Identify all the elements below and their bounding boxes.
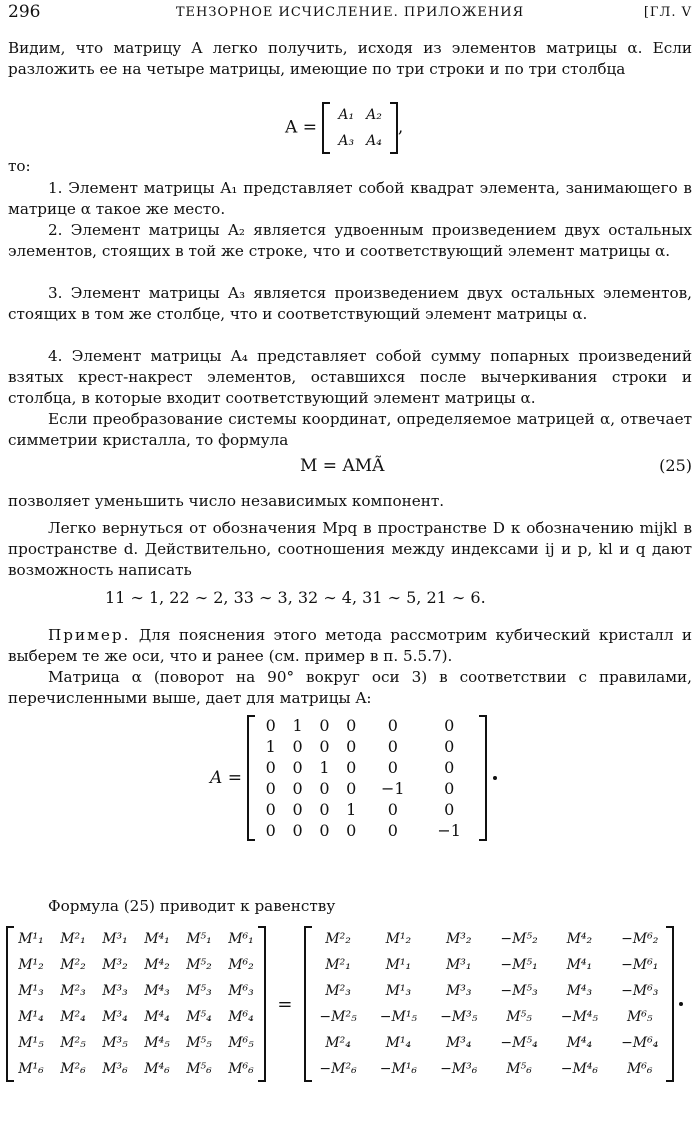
right-matrix-cell: M⁶₆ [626, 1061, 653, 1077]
matrix-A-cell: 0 [292, 779, 303, 798]
chapter-label: [ГЛ. V [643, 5, 692, 20]
left-matrix-cell: M²₄ [60, 1009, 86, 1025]
right-matrix-cell: M²₁ [325, 957, 351, 973]
matrix-A-cell: 0 [292, 737, 303, 756]
left-matrix-cell: M³₂ [102, 957, 128, 973]
to-word: то: [8, 157, 31, 175]
right-matrix-cell: M³₄ [445, 1035, 472, 1051]
right-matrix-cell: M¹₄ [385, 1035, 412, 1051]
right-matrix-cell: −M³₅ [440, 1009, 478, 1025]
matrix-A-cell: 0 [387, 737, 398, 756]
left-matrix-cell: M⁴₂ [144, 957, 170, 973]
paragraph-transform: Если преобразование системы координат, определяемое матрицей α, отвечает симметрии кристалла, то формула [8, 410, 692, 449]
left-matrix-cell: M⁵₂ [186, 957, 212, 973]
right-matrix-cell: M⁴₁ [566, 957, 593, 973]
right-matrix-cell: M⁴₂ [566, 931, 593, 947]
left-matrix-cell: M⁶₆ [228, 1061, 254, 1077]
right-matrix-cell: −M¹₅ [379, 1009, 418, 1025]
matrix-A-cell: 1 [319, 758, 330, 777]
matrix-A-cell: 0 [387, 758, 398, 777]
left-matrix-cell: M³₁ [102, 931, 128, 947]
right-matrix-cell: −M⁵₂ [500, 931, 538, 947]
block-cell: A₁ [338, 107, 355, 123]
left-matrix-cell: M²₂ [60, 957, 86, 973]
matrix-A-cell: 0 [444, 779, 455, 798]
paragraph-intro: Видим, что матрицу A легко получить, исходя из элементов матрицы α. Если разложить ее на четыре матрицы, имеющие по три строки и по три столбца [8, 39, 692, 78]
left-matrix-cell: M⁴₅ [144, 1035, 170, 1051]
left-matrix-cell: M⁴₆ [144, 1061, 170, 1077]
right-matrix-cell: M²₄ [325, 1035, 351, 1051]
page-header [8, 2, 692, 26]
paragraph-notation: Легко вернуться от обозначения Mpq в пространстве D к обозначению mijkl в пространстве d. Действительно, соотношения между индексами ij и p, kl и q дают возможность написать [8, 519, 692, 579]
matrix-A-cell: 0 [346, 779, 357, 798]
matrix-A-cell: 0 [346, 737, 357, 756]
right-matrix-cell: −M²₆ [319, 1061, 357, 1077]
matrix-A-cell: 0 [387, 716, 398, 735]
matrix-A-cell: 0 [387, 821, 398, 840]
left-matrix-cell: M⁵₅ [186, 1035, 212, 1051]
right-matrix-cell: M²₂ [325, 931, 351, 947]
left-matrix-cell: M¹₃ [18, 983, 44, 999]
example-label: Пример. [48, 626, 131, 644]
matrix-A-cell: 0 [319, 779, 330, 798]
left-matrix-cell: M³₃ [102, 983, 128, 999]
right-matrix-cell: −M⁶₁ [621, 957, 659, 973]
equation-number: (25) [659, 456, 692, 475]
right-matrix-cell: −M⁶₄ [621, 1035, 659, 1051]
right-matrix-cell: −M¹₆ [379, 1061, 418, 1077]
matrix-A-cell: 0 [265, 758, 276, 777]
running-title: ТЕНЗОРНОЕ ИСЧИСЛЕНИЕ. ПРИЛОЖЕНИЯ [175, 5, 525, 20]
matrix-A-equation: A = 0 1 0 0 0 0 1 0 0 0 0 0 0 0 1 0 0 0 0 0 0 0 −1 0 0 0 0 1 0 0 0 0 0 0 0 −1 [210, 715, 497, 841]
right-matrix-cell: M⁶₅ [626, 1009, 653, 1025]
paragraph-matrix-alpha: Матрица α (поворот на 90° вокруг оси 3) в соответствии с правилами, перечисленными выше, дает для матрицы A: [8, 668, 692, 707]
matrix-A [247, 715, 487, 841]
matrix-A-cell: 0 [292, 800, 303, 819]
right-matrix-cell: M⁴₃ [566, 983, 593, 999]
right-matrix [304, 926, 674, 1082]
matrix-A-cell: 0 [346, 716, 357, 735]
right-matrix-cell: −M⁵₁ [500, 957, 538, 973]
matrix-A-cell: 0 [319, 716, 330, 735]
matrix-equality: M¹₁ M²₁ M³₁ M⁴₁ M⁵₁ M⁶₁ M¹₂ M²₂ M³₂ M⁴₂ M⁵₂ M⁶₂ M¹₃ M²₃ M³₃ M⁴₃ M⁵₃ M⁶₃ M¹₄ M²₄ M³₄ M⁴₄ M⁵₄ M⁶₄ M¹₅ M²₅ M³₅ M⁴₅ M⁵₅ M⁶₅ M¹₆ M²₆ M³₆ M⁴₆ M⁵₆ M⁶₆ = M²₂ M¹₂ M³₂ −M⁵₂ M⁴₂ −M⁶₂ M²₁ M¹₁ M³₁ −M⁵₁ M⁴₁ −M⁶₁ M²₃ M¹₃ M³₃ −M⁵₃ M⁴₃ −M⁶₃ −M²₅ −M¹₅ −M³₅ M⁵₅ −M⁴₅ M⁶₅ M²₄ M¹₄ M³₄ −M⁵₄ M⁴₄ −M⁶₄ −M²₆ −M¹₆ −M³₆ M⁵₆ −M⁴₆ M⁶₆ [6, 926, 683, 1082]
left-matrix [6, 926, 266, 1082]
rule-item-4: 4. Элемент матрицы A₄ представляет собой сумму попарных произведений взятых крест-накрест элементов, оставшихся после вычеркивания строки и столбца, в которые входит соответствующий элемент матрицы α. [8, 347, 692, 407]
block-eq-lhs: A [285, 117, 298, 138]
block-cell: A₂ [366, 107, 382, 123]
block-cell: A₄ [366, 133, 382, 149]
left-matrix-cell: M⁶₄ [228, 1009, 254, 1025]
matrix-A-cell: 1 [265, 737, 276, 756]
matrix-A-cell: 0 [444, 800, 455, 819]
matrix-A-cell: −1 [381, 779, 405, 798]
left-matrix-cell: M¹₄ [18, 1009, 44, 1025]
right-matrix-cell: M⁵₆ [506, 1061, 532, 1077]
equation-25: M = AMÃ [300, 456, 385, 476]
block-cell: A₃ [338, 133, 355, 149]
left-matrix-cell: M²₆ [60, 1061, 86, 1077]
matrix-A-cell: 0 [265, 716, 276, 735]
left-matrix-cell: M⁶₁ [228, 931, 254, 947]
matrix-A-cell: 0 [319, 821, 330, 840]
right-matrix-cell: M²₃ [325, 983, 351, 999]
left-matrix-cell: M¹₆ [18, 1061, 44, 1077]
matrix-A-lhs: A [210, 768, 223, 788]
left-matrix-cell: M⁵₆ [186, 1061, 212, 1077]
matrix-A-cell: 0 [444, 716, 455, 735]
left-matrix-cell: M¹₁ [18, 931, 44, 947]
matrix-A-cell: 1 [346, 800, 357, 819]
left-matrix-cell: M³₄ [102, 1009, 128, 1025]
rule-item-3: 3. Элемент матрицы A₃ является произведением двух остальных элементов, стоящих в том же столбце, что и соответствующий элемент матрицы α. [8, 284, 692, 323]
left-matrix-cell: M⁵₁ [186, 931, 212, 947]
right-matrix-cell: −M⁴₆ [560, 1061, 599, 1077]
paragraph-components: позволяет уменьшить число независимых компонент. [8, 492, 445, 510]
left-matrix-cell: M²₅ [60, 1035, 86, 1051]
rule-item-1: 1. Элемент матрицы A₁ представляет собой квадрат элемента, занимающего в матрице α такое же место. [8, 179, 692, 218]
right-matrix-cell: M³₂ [445, 931, 472, 947]
right-matrix-cell: M³₁ [445, 957, 472, 973]
index-correspondences: 11 ∼ 1, 22 ∼ 2, 33 ∼ 3, 32 ∼ 4, 31 ∼ 5, 21 ∼ 6. [105, 588, 486, 607]
matrix-A-cell: 0 [444, 737, 455, 756]
right-matrix-cell: M¹₁ [385, 957, 412, 973]
matrix-A-cell: 0 [346, 758, 357, 777]
left-matrix-cell: M⁶₂ [228, 957, 254, 973]
left-matrix-cell: M⁴₄ [144, 1009, 170, 1025]
matrix-A-cell: 0 [346, 821, 357, 840]
left-matrix-cell: M²₃ [60, 983, 86, 999]
example-text: Для пояснения этого метода рассмотрим кубический кристалл и выберем те же оси, что и ранее (см. пример в п. 5.5.7). [8, 626, 693, 665]
block-matrix-equation: A = A₁ A₂ A₃ A₄ , [285, 102, 403, 154]
right-matrix-cell: M¹₃ [385, 983, 412, 999]
left-matrix-cell: M⁵₄ [186, 1009, 212, 1025]
right-matrix-cell: M¹₂ [385, 931, 412, 947]
matrix-A-cell: 0 [319, 800, 330, 819]
matrix-A-cell: 1 [292, 716, 303, 735]
left-matrix-cell: M⁶₅ [228, 1035, 254, 1051]
matrix-A-cell: 0 [265, 821, 276, 840]
matrix-A-cell: 0 [444, 758, 455, 777]
matrix-A-cell: 0 [292, 821, 303, 840]
left-matrix-cell: M¹₅ [18, 1035, 44, 1051]
matrix-A-cell: 0 [265, 800, 276, 819]
right-matrix-cell: −M⁵₄ [500, 1035, 538, 1051]
right-matrix-cell: −M⁴₅ [560, 1009, 599, 1025]
page-number: 296 [8, 2, 41, 22]
left-matrix-cell: M⁶₃ [228, 983, 254, 999]
right-matrix-cell: M⁴₄ [566, 1035, 593, 1051]
paragraph-equality: Формула (25) приводит к равенству [48, 897, 336, 915]
rule-item-2: 2. Элемент матрицы A₂ является удвоенным произведением двух остальных элементов, стоящих в той же строке, что и соответствующий элемент матрицы α. [8, 221, 692, 260]
left-matrix-cell: M⁵₃ [186, 983, 212, 999]
right-matrix-cell: M³₃ [445, 983, 472, 999]
block-matrix [322, 102, 397, 154]
matrix-A-cell: 0 [387, 800, 398, 819]
right-matrix-cell: M⁵₅ [506, 1009, 532, 1025]
matrix-A-cell: −1 [437, 821, 461, 840]
paragraph-example [8, 625, 692, 667]
right-matrix-cell: −M⁶₂ [621, 931, 659, 947]
left-matrix-cell: M¹₂ [18, 957, 44, 973]
right-matrix-cell: −M²₅ [319, 1009, 357, 1025]
right-matrix-cell: −M³₆ [440, 1061, 478, 1077]
left-matrix-cell: M²₁ [60, 931, 86, 947]
right-matrix-cell: −M⁶₃ [621, 983, 659, 999]
left-matrix-cell: M³₅ [102, 1035, 128, 1051]
left-matrix-cell: M⁴₁ [144, 931, 170, 947]
matrix-A-cell: 0 [319, 737, 330, 756]
matrix-A-cell: 0 [292, 758, 303, 777]
left-matrix-cell: M⁴₃ [144, 983, 170, 999]
matrix-A-cell: 0 [265, 779, 276, 798]
right-matrix-cell: −M⁵₃ [500, 983, 538, 999]
left-matrix-cell: M³₆ [102, 1061, 128, 1077]
